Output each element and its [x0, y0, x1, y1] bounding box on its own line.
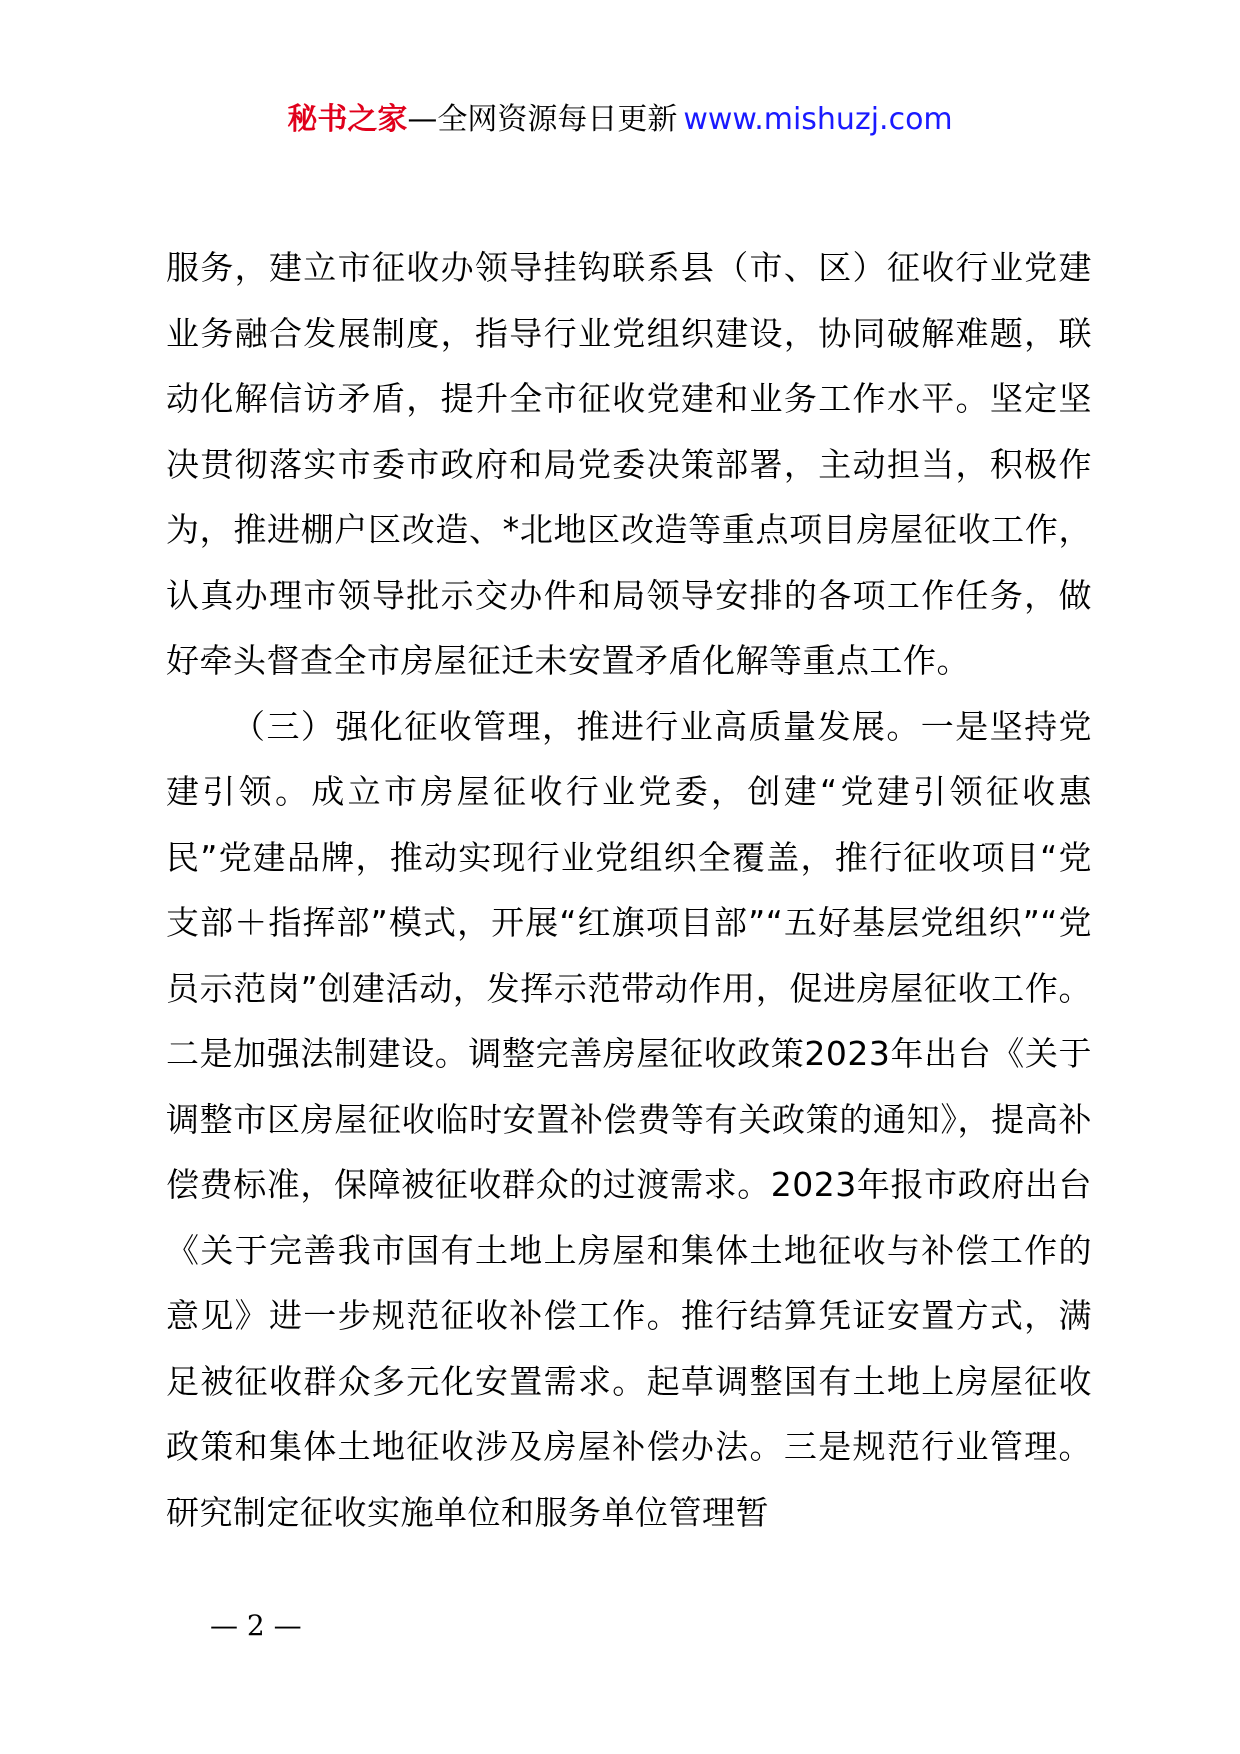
site-url-link[interactable]: www.mishuzj.com: [683, 102, 953, 137]
site-header: [0, 100, 1240, 140]
header-tagline: —全网资源每日更新: [407, 102, 678, 137]
brand-name: 秘书之家: [287, 102, 408, 137]
page-number: — 2 —: [210, 1609, 302, 1642]
document-body: [166, 235, 1092, 1545]
paragraph-continuation: 服务，建立市征收办领导挂钩联系县（市、区）征收行业党建业务融合发展制度，指导行业党组织建设，协同破解难题，联动化解信访矛盾，提升全市征收党建和业务工作水平。坚定坚决贯彻落实市委市政府和局党委决策部署，主动担当，积极作为，推进棚户区改造、*北地区改造等重点项目房屋征收工作，认真办理市领导批示交办件和局领导安排的各项工作任务，做好牵头督查全市房屋征迁未安置矛盾化解等重点工作。: [166, 248, 1092, 680]
paragraph-section-three: （三）强化征收管理，推进行业高质量发展。一是坚持党建引领。成立市房屋征收行业党委，创建“党建引领征收惠民”党建品牌，推动实现行业党组织全覆盖，推行征收项目“党支部＋指挥部”模式，开展“红旗项目部”“五好基层党组织”“党员示范岗”创建活动，发挥示范带动作用，促进房屋征收工作。二是加强法制建设。调整完善房屋征收政策2023年出台《关于调整市区房屋征收临时安置补偿费等有关政策的通知》，提高补偿费标准，保障被征收群众的过渡需求。2023年报市政府出台《关于完善我市国有土地上房屋和集体土地征收与补偿工作的意见》进一步规范征收补偿工作。推行结算凭证安置方式，满足被征收群众多元化安置需求。起草调整国有土地上房屋征收政策和集体土地征收涉及房屋补偿办法。三是规范行业管理。研究制定征收实施单位和服务单位管理暂: [166, 706, 1092, 1532]
